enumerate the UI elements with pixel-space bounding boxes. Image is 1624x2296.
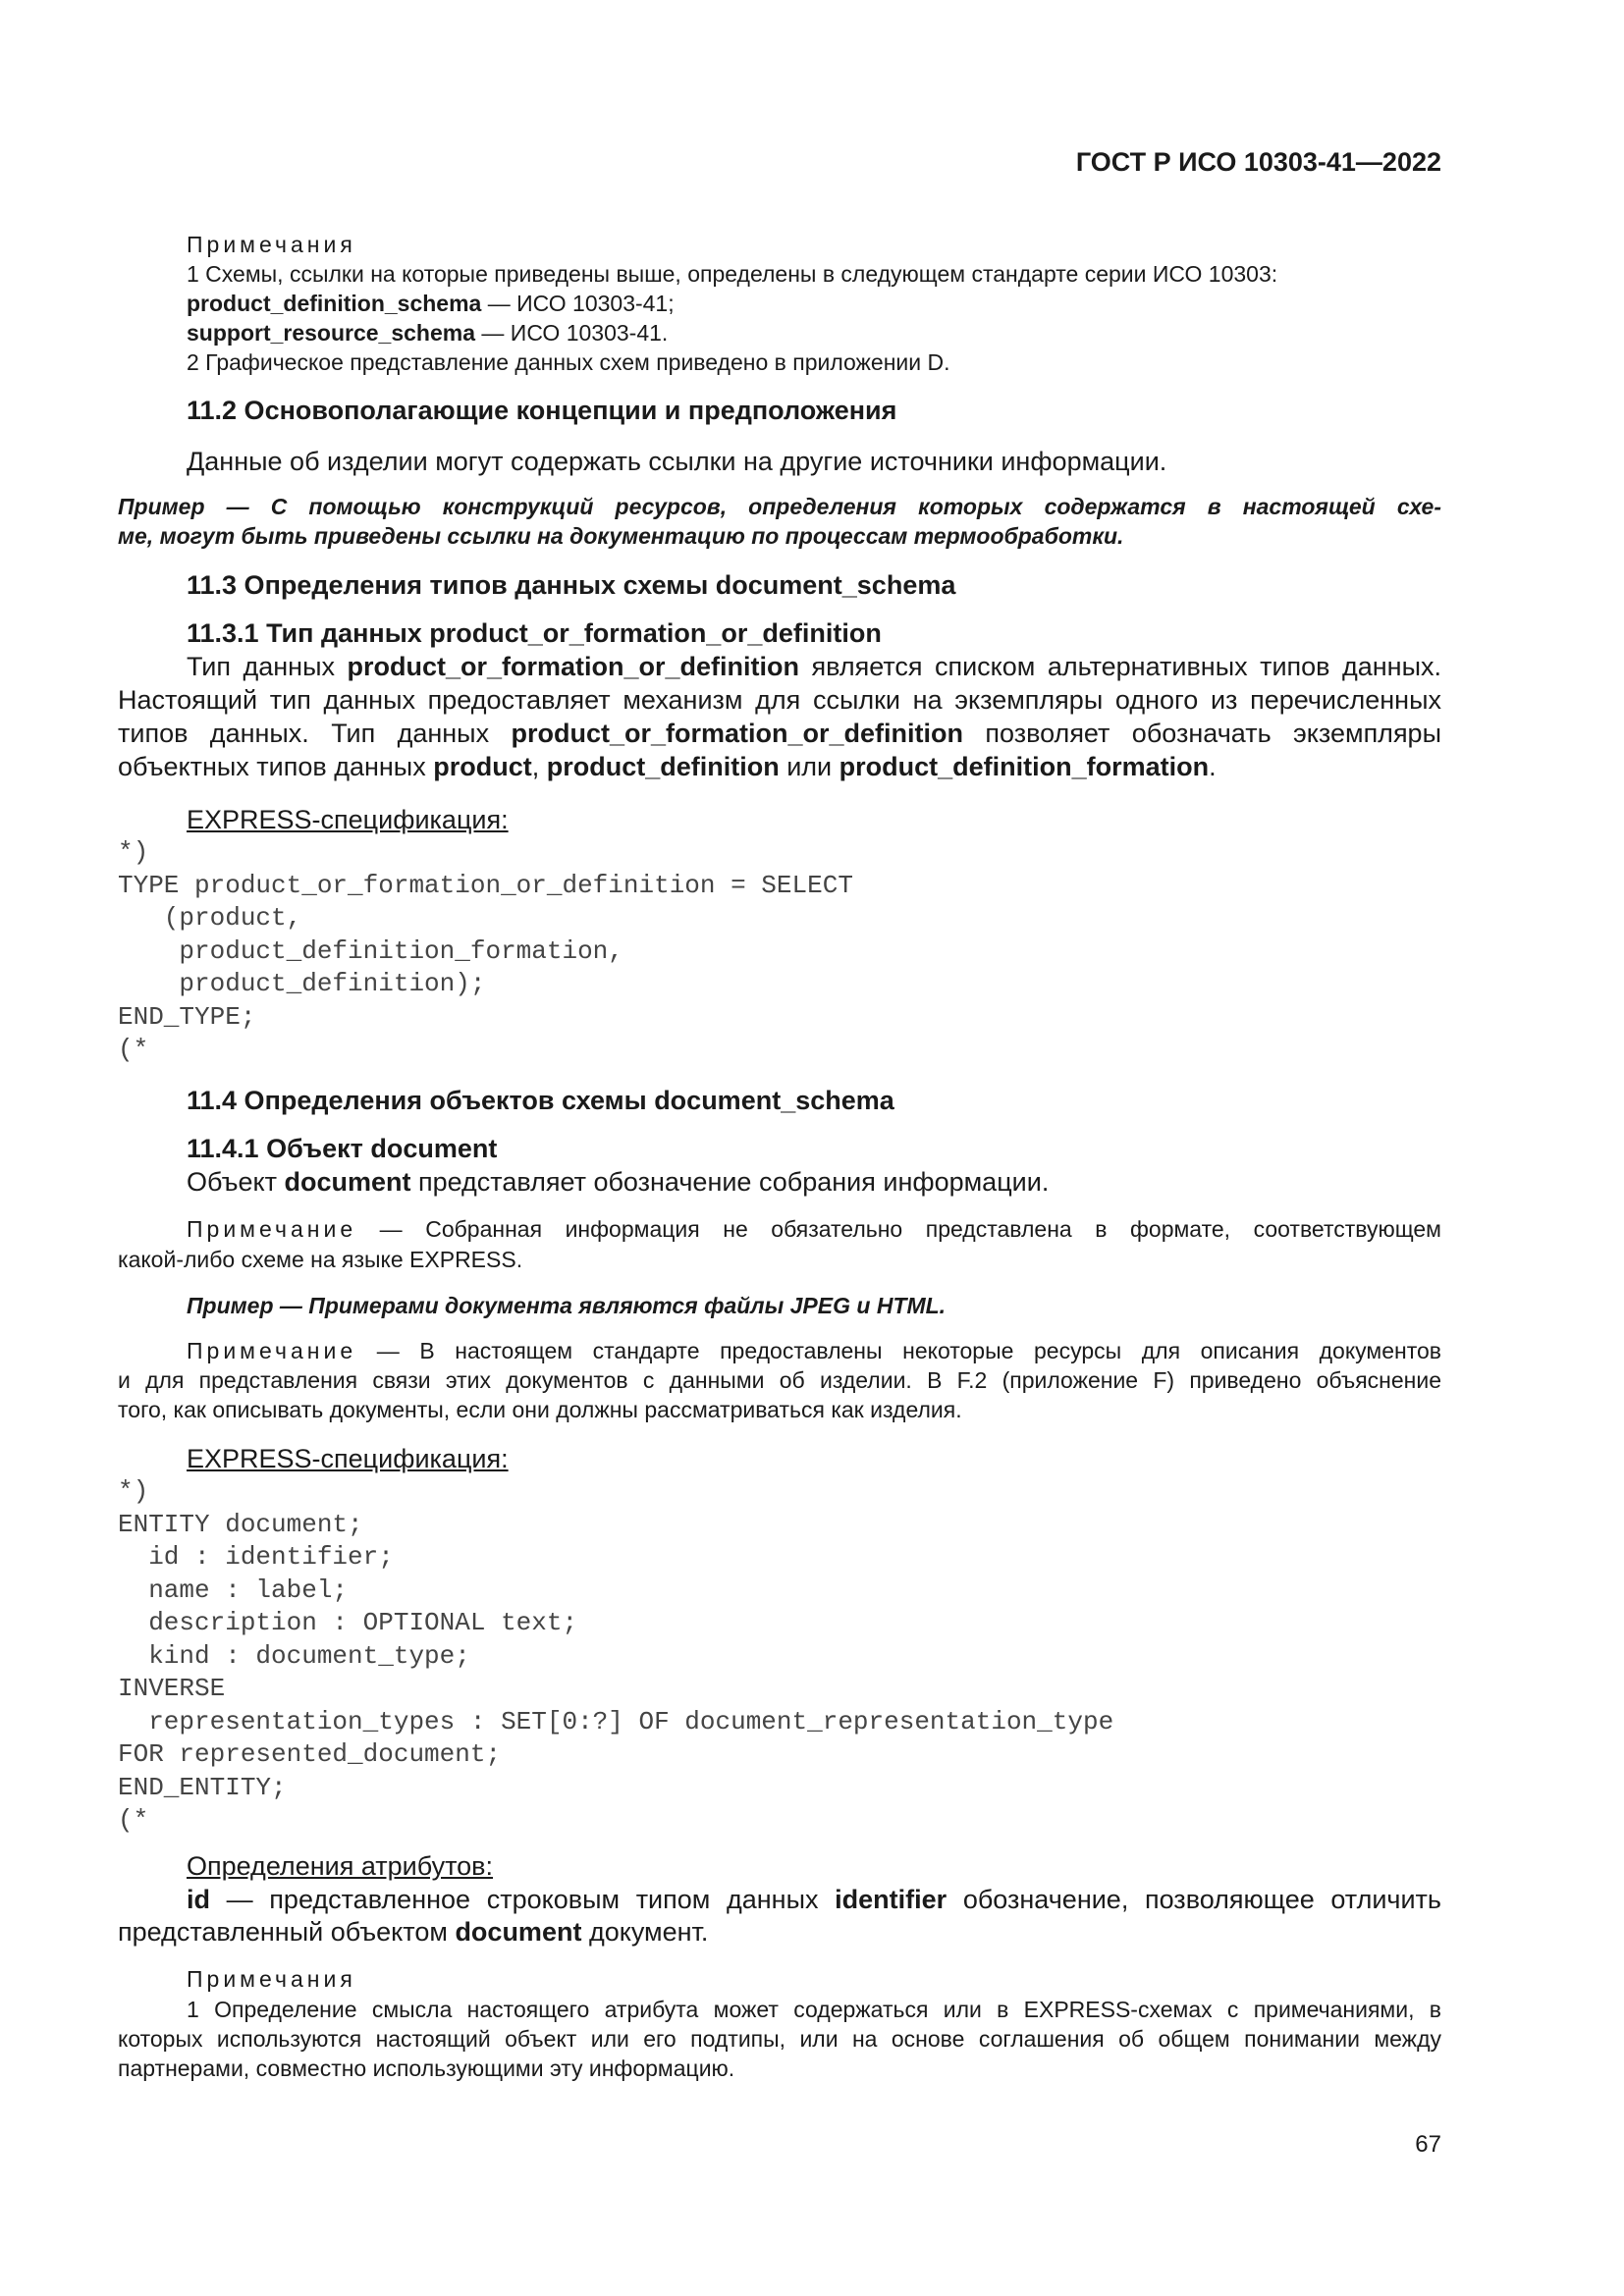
schema-source: — ИСО 10303-41. bbox=[475, 320, 669, 346]
standard-header: ГОСТ Р ИСО 10303-41—2022 bbox=[1075, 147, 1441, 177]
note-2: 2 Графическое представление данных схем приведено в приложении D. bbox=[187, 349, 950, 375]
example-line: Пример — С помощью конструкций ресурсов, определения которых содержатся в настоящей схе- bbox=[118, 494, 1441, 519]
paragraph-line: Настоящий тип данных предоставляет механизм для ссылки на экземпляры одного из перечисленных bbox=[118, 685, 1441, 715]
note-line: которых используются настоящий объект или его подтипы, или на основе соглашения об общем понимании между bbox=[118, 2026, 1441, 2052]
schema-ref-2 bbox=[187, 320, 668, 347]
express-spec-label: EXPRESS-спецификация: bbox=[187, 1444, 509, 1473]
paragraph-line: объектных типов данных product, product_definition или product_definition_formation. bbox=[118, 752, 1217, 781]
paragraph-line: Тип данных product_or_formation_or_definition является списком альтернативных типов данных. bbox=[187, 652, 1441, 681]
attribute-line: представленный объектом document документ. bbox=[118, 1917, 709, 1947]
note-line: 1 Определение смысла настоящего атрибута может содержаться или в EXPRESS-схемах с примечаниями, в bbox=[187, 1997, 1441, 2022]
express-code-entity: *) ENTITY document; id : identifier; name : label; description : OPTIONAL text; kind : document_type; INVERSE representation_types : SET[0:?] OF document_representation_type FOR represented_document; END_ENTITY; (* bbox=[118, 1476, 1114, 1835]
note-label: Примечание bbox=[187, 1338, 357, 1363]
paragraph: Данные об изделии могут содержать ссылки на другие источники информации. bbox=[187, 447, 1167, 476]
note-line: Примечание — В настоящем стандарте предоставлены некоторые ресурсы для описания документов bbox=[187, 1338, 1441, 1363]
notes-title: Примечания bbox=[187, 1966, 356, 1992]
note-line: того, как описывать документы, если они должны рассматриваться как изделия. bbox=[118, 1397, 962, 1422]
attribute-line: id — представленное строковым типом данных identifier обозначение, позволяющее отличить bbox=[187, 1885, 1441, 1914]
example-line: ме, могут быть приведены ссылки на документацию по процессам термообработки. bbox=[118, 523, 1124, 549]
schema-name: product_definition_schema bbox=[187, 291, 482, 316]
subsection-heading: 11.3.1 Тип данных product_or_formation_or_definition bbox=[187, 618, 882, 648]
paragraph-line: типов данных. Тип данных product_or_formation_or_definition позволяет обозначать экземпляры bbox=[118, 719, 1441, 748]
note-line: Примечание — Собранная информация не обязательно представлена в формате, соответствующем bbox=[187, 1216, 1441, 1242]
section-heading: 11.4 Определения объектов схемы document_schema bbox=[187, 1086, 894, 1115]
note-1: 1 Схемы, ссылки на которые приведены выше, определены в следующем стандарте серии ИСО 10303: bbox=[187, 261, 1278, 287]
note-line: партнерами, совместно использующими эту информацию. bbox=[118, 2056, 735, 2081]
section-heading: 11.3 Определения типов данных схемы document_schema bbox=[187, 570, 956, 600]
schema-ref-1 bbox=[187, 291, 675, 317]
note-label: Примечание bbox=[187, 1216, 357, 1242]
attribute-definitions-label: Определения атрибутов: bbox=[187, 1851, 494, 1881]
subsection-heading: 11.4.1 Объект document bbox=[187, 1134, 498, 1163]
section-heading: 11.2 Основополагающие концепции и предположения bbox=[187, 396, 897, 425]
schema-name: support_resource_schema bbox=[187, 320, 476, 346]
note-line: какой-либо схеме на языке EXPRESS. bbox=[118, 1247, 523, 1272]
paragraph: Объект document представляет обозначение собрания информации. bbox=[187, 1167, 1050, 1197]
express-spec-label: EXPRESS-спецификация: bbox=[187, 805, 509, 834]
schema-source: — ИСО 10303-41; bbox=[481, 291, 675, 316]
note-line: и для представления связи этих документов с данными об изделии. В F.2 (приложение F) приведено объяснение bbox=[118, 1367, 1441, 1393]
page-number: 67 bbox=[1415, 2131, 1441, 2158]
express-code-type: *) TYPE product_or_formation_or_definition = SELECT (product, product_definition_formation, product_definition); END_TYPE; (* bbox=[118, 837, 853, 1064]
example: Пример — Примерами документа являются файлы JPEG и HTML. bbox=[187, 1293, 947, 1318]
notes-title: Примечания bbox=[187, 232, 356, 257]
